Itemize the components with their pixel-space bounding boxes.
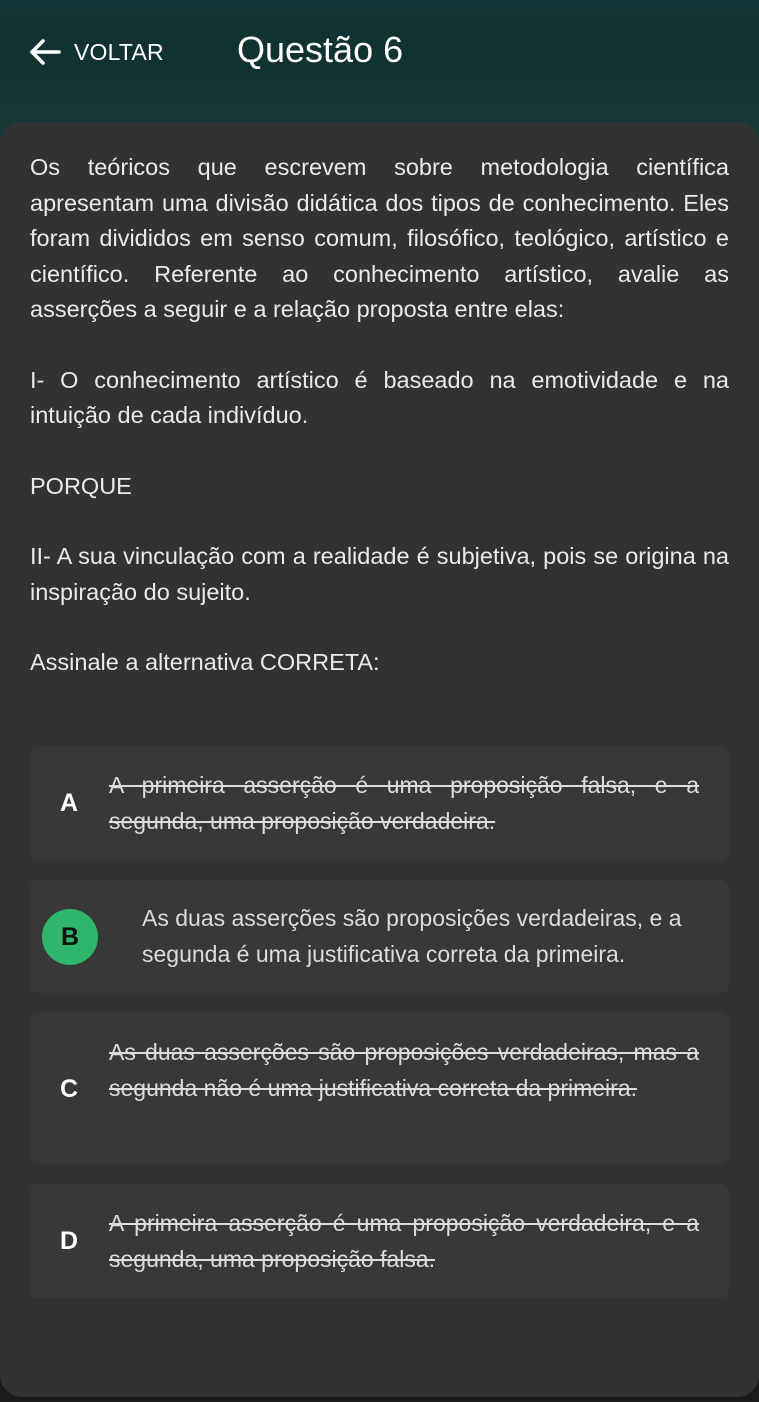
selected-badge: B	[42, 909, 98, 965]
option-letter: D	[59, 1227, 79, 1255]
option-d[interactable]	[30, 1184, 729, 1298]
connector-text: PORQUE	[30, 472, 132, 499]
back-button[interactable]	[28, 32, 164, 72]
option-letter: C	[59, 1075, 79, 1103]
arrow-left-icon	[28, 38, 62, 66]
option-a[interactable]	[30, 746, 729, 861]
option-text: As duas asserções são proposições verdadeiras, mas a segunda não é uma justificativa correta da primeira.	[109, 1039, 699, 1101]
back-label: VOLTAR	[74, 38, 164, 65]
option-text: A primeira asserção é uma proposição verdadeira, e a segunda, uma proposição falsa.	[109, 1210, 699, 1272]
question-intro: Os teóricos que escrevem sobre metodologia científica apresentam uma divisão didática dos tipos de conhecimento. Eles foram divididos em senso comum, filosófico, teológico, artístico e científico. Referente ao conhecimento artístico, avalie as asserções a seguir e a relação proposta entre elas:	[30, 154, 729, 322]
assertion-1: I- O conhecimento artístico é baseado na emotividade e na intuição de cada indivíduo.	[30, 366, 729, 428]
page-title: Questão 6	[237, 29, 404, 70]
instruction-text: Assinale a alternativa CORRETA:	[30, 649, 380, 675]
option-c[interactable]	[30, 1012, 729, 1164]
option-letter: A	[59, 789, 79, 817]
option-text: As duas asserções são proposições verdadeiras, e a segunda é uma justificativa correta da primeira.	[142, 905, 682, 967]
option-text: A primeira asserção é uma proposição falsa, e a segunda, uma proposição verdadeira.	[109, 772, 699, 834]
assertion-2: II- A sua vinculação com a realidade é subjetiva, pois se origina na inspiração do sujeito.	[30, 543, 729, 605]
question-body	[30, 150, 729, 681]
option-b[interactable]	[30, 880, 729, 993]
